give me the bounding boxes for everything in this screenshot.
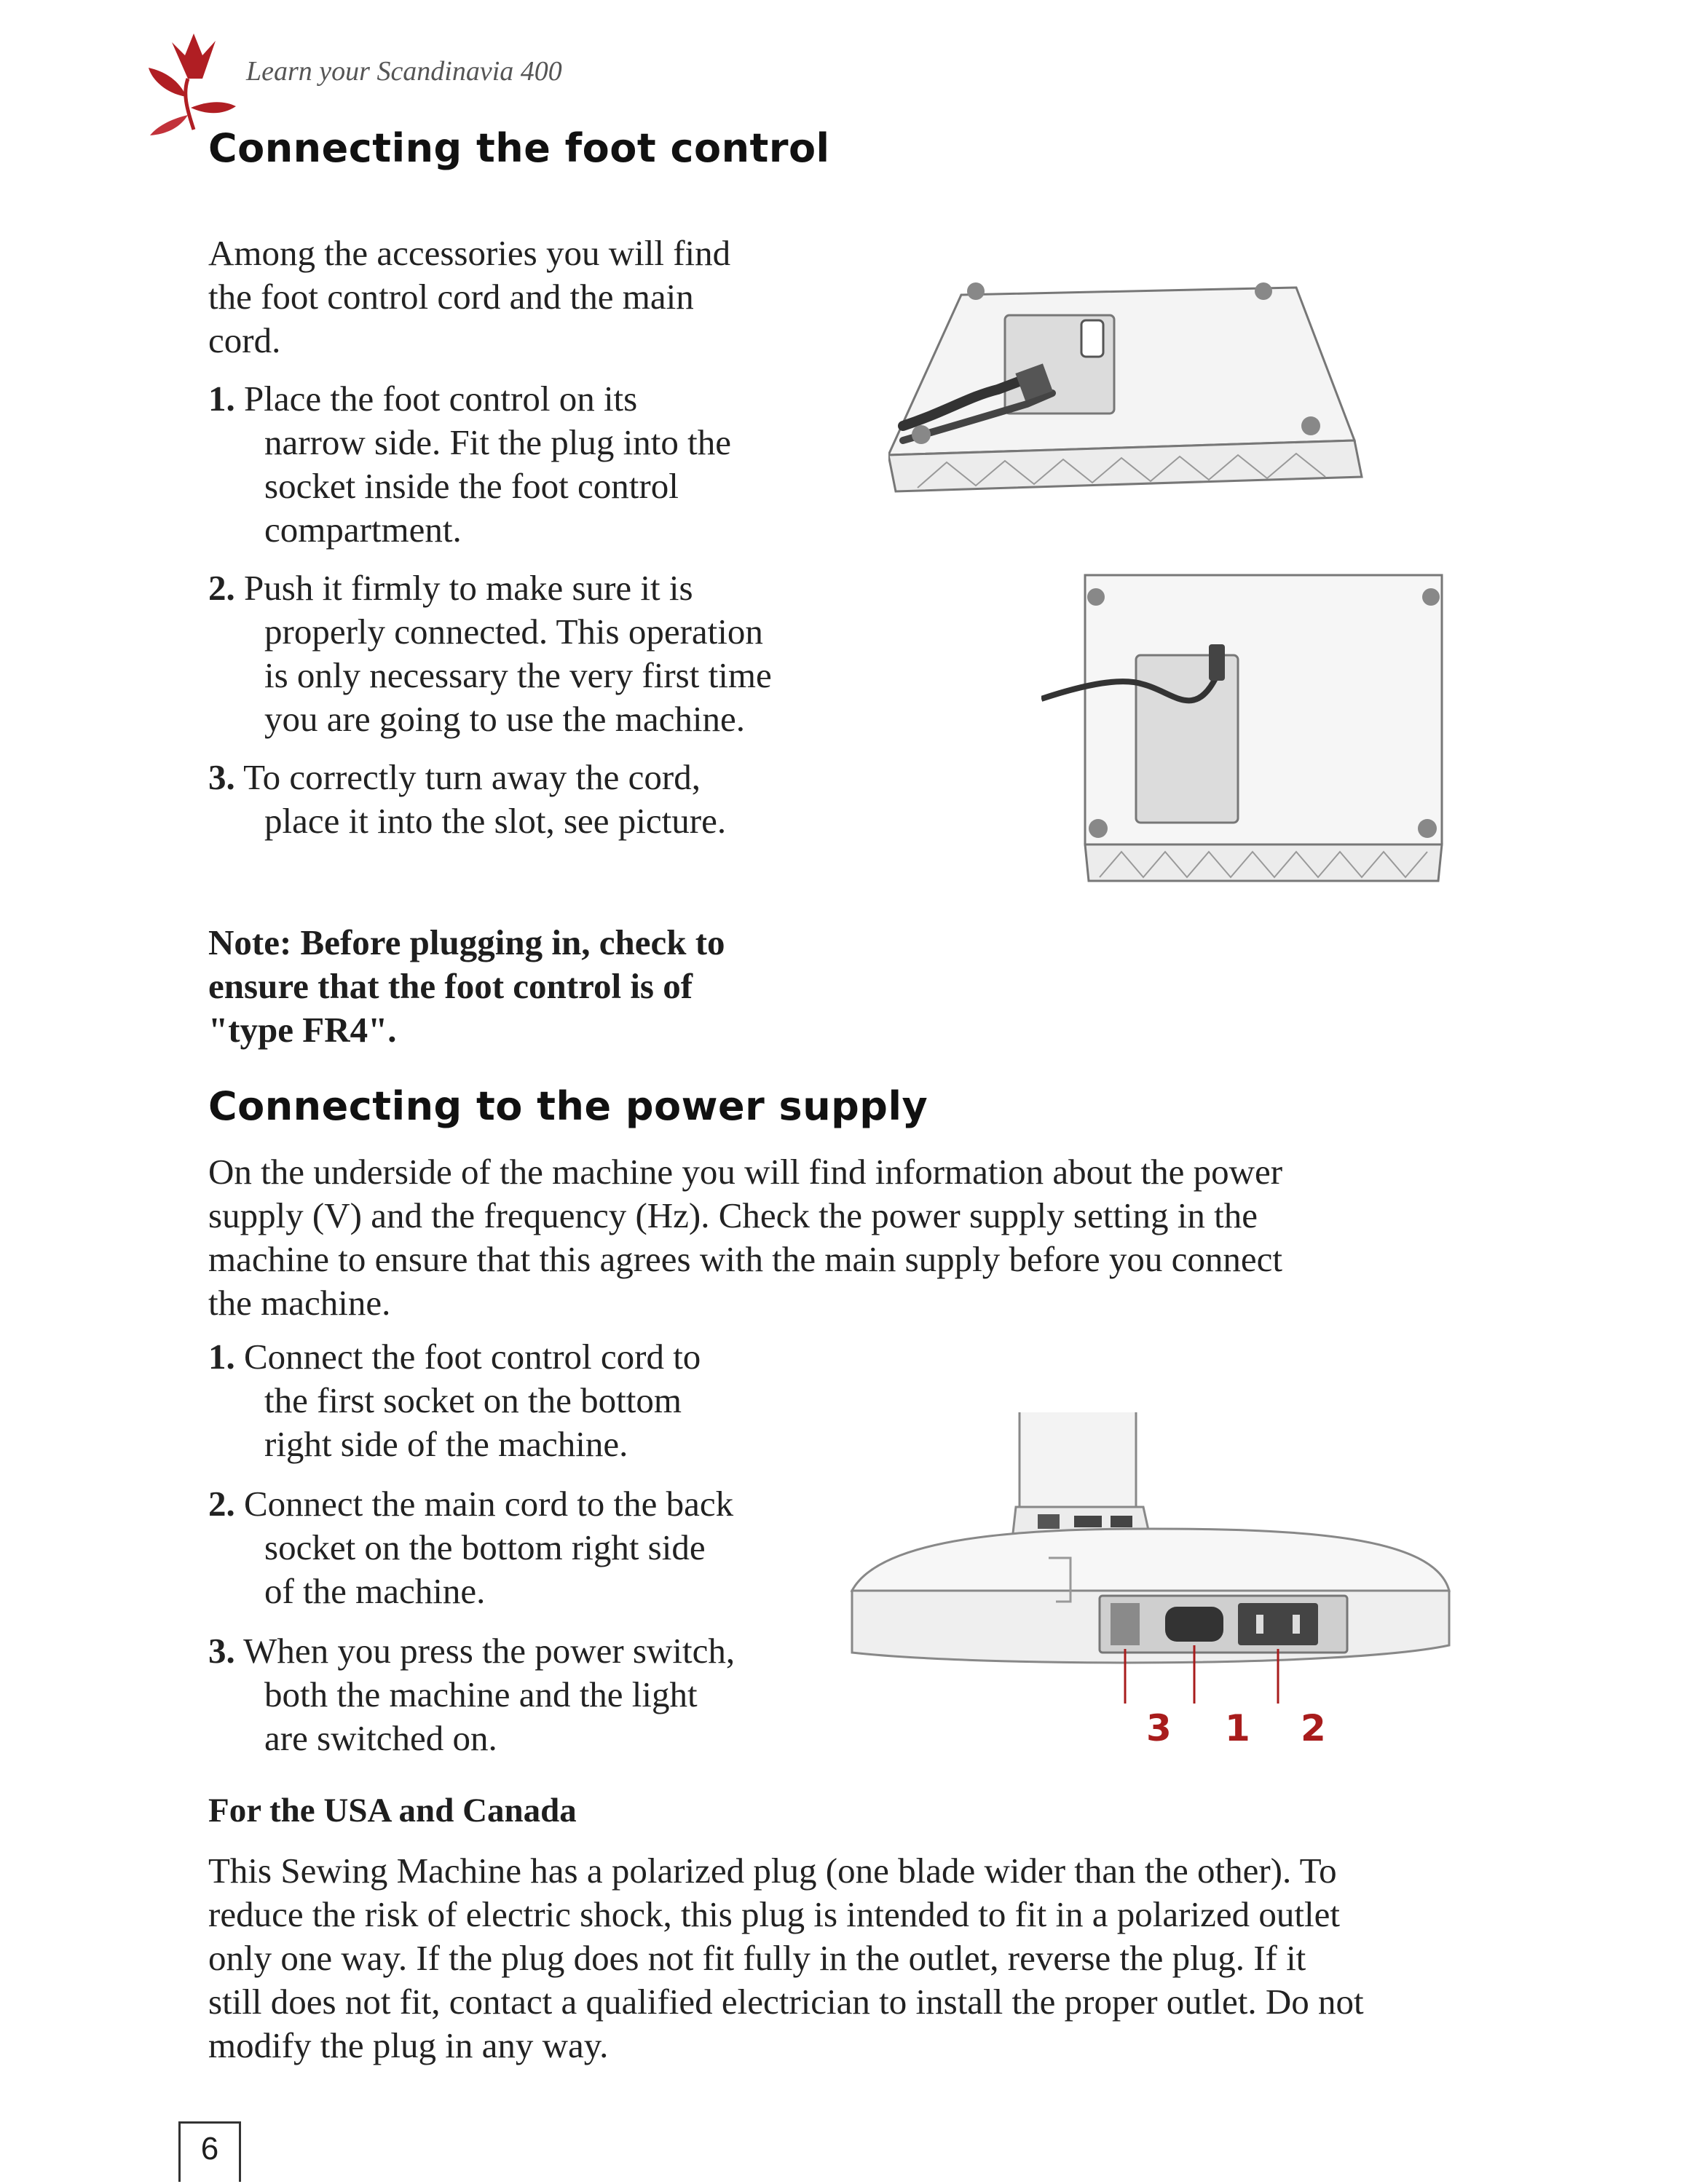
power-intro-line: supply (V) and the frequency (Hz). Check the power supply setting in the (208, 1195, 1258, 1235)
power-step-3 (208, 1629, 864, 1760)
step-line: To correctly turn away the cord, (243, 757, 701, 797)
power-intro-line: machine to ensure that this agrees with the main supply before you connect (208, 1239, 1283, 1279)
power-intro-line: On the underside of the machine you will find information about the power (208, 1152, 1283, 1192)
foot-step-1 (208, 377, 864, 552)
callout-3: 3 (1146, 1707, 1172, 1749)
usa-canada-text (208, 1849, 1577, 2068)
step-number: 2. (208, 1484, 235, 1524)
callout-1: 1 (1225, 1707, 1250, 1749)
usa-line: still does not fit, contact a qualified electrician to install the proper outlet. Do not (208, 1982, 1364, 2022)
step-line: Place the foot control on its (244, 379, 638, 419)
machine-sockets-illustration (837, 1412, 1471, 1704)
foot-control-illustration-1 (888, 273, 1398, 521)
step-line: is only necessary the very first time (264, 655, 772, 695)
usa-canada-heading: For the USA and Canada (208, 1792, 577, 1829)
callout-2: 2 (1301, 1707, 1326, 1749)
usa-line: reduce the risk of electric shock, this plug is intended to fit in a polarized outlet (208, 1894, 1340, 1934)
foot-step-3 (208, 756, 864, 843)
step-line: are switched on. (264, 1718, 497, 1758)
note-type-fr4 (208, 921, 864, 1052)
foot-intro-line: cord. (208, 320, 281, 360)
foot-intro-line: Among the accessories you will find (208, 233, 731, 273)
note-line: ensure that the foot control is of (208, 966, 693, 1006)
step-line: socket inside the foot control (264, 466, 679, 506)
foot-intro (208, 232, 864, 363)
usa-line: modify the plug in any way. (208, 2025, 609, 2065)
usa-line: This Sewing Machine has a polarized plug (one blade wider than the other). To (208, 1851, 1337, 1891)
step-number: 3. (208, 1631, 235, 1671)
step-number: 1. (208, 379, 235, 419)
foot-intro-line: the foot control cord and the main (208, 277, 694, 317)
note-line: "type FR4". (208, 1010, 397, 1050)
step-number: 3. (208, 757, 235, 797)
step-line: When you press the power switch, (243, 1631, 735, 1671)
foot-control-illustration-2 (1041, 561, 1449, 895)
power-intro (208, 1150, 1519, 1325)
section-title-foot-control: Connecting the foot control (208, 125, 830, 171)
running-title: Learn your Scandinavia 400 (246, 56, 562, 87)
step-line: Connect the main cord to the back (244, 1484, 734, 1524)
step-line: socket on the bottom right side (264, 1527, 706, 1567)
step-line: narrow side. Fit the plug into the (264, 422, 731, 462)
step-line: the first socket on the bottom (264, 1380, 682, 1420)
page-number-box (178, 2121, 241, 2182)
usa-line: only one way. If the plug does not fit fully in the outlet, reverse the plug. If it (208, 1938, 1306, 1978)
step-line: place it into the slot, see picture. (264, 801, 727, 841)
step-line: you are going to use the machine. (264, 699, 745, 739)
step-line: properly connected. This operation (264, 612, 763, 652)
note-line: Note: Before plugging in, check to (208, 922, 725, 962)
step-line: Push it firmly to make sure it is (244, 568, 693, 608)
step-number: 1. (208, 1337, 235, 1377)
tulip-logo-icon (143, 28, 245, 137)
foot-step-2 (208, 566, 864, 741)
step-number: 2. (208, 568, 235, 608)
page-number: 6 (200, 2131, 219, 2167)
power-step-2 (208, 1482, 864, 1613)
step-line: compartment. (264, 510, 462, 550)
step-line: Connect the foot control cord to (244, 1337, 701, 1377)
power-intro-line: the machine. (208, 1283, 391, 1323)
section-title-power-supply: Connecting to the power supply (208, 1083, 928, 1129)
step-line: right side of the machine. (264, 1424, 628, 1464)
step-line: both the machine and the light (264, 1674, 698, 1714)
power-step-1 (208, 1335, 864, 1466)
step-line: of the machine. (264, 1571, 486, 1611)
